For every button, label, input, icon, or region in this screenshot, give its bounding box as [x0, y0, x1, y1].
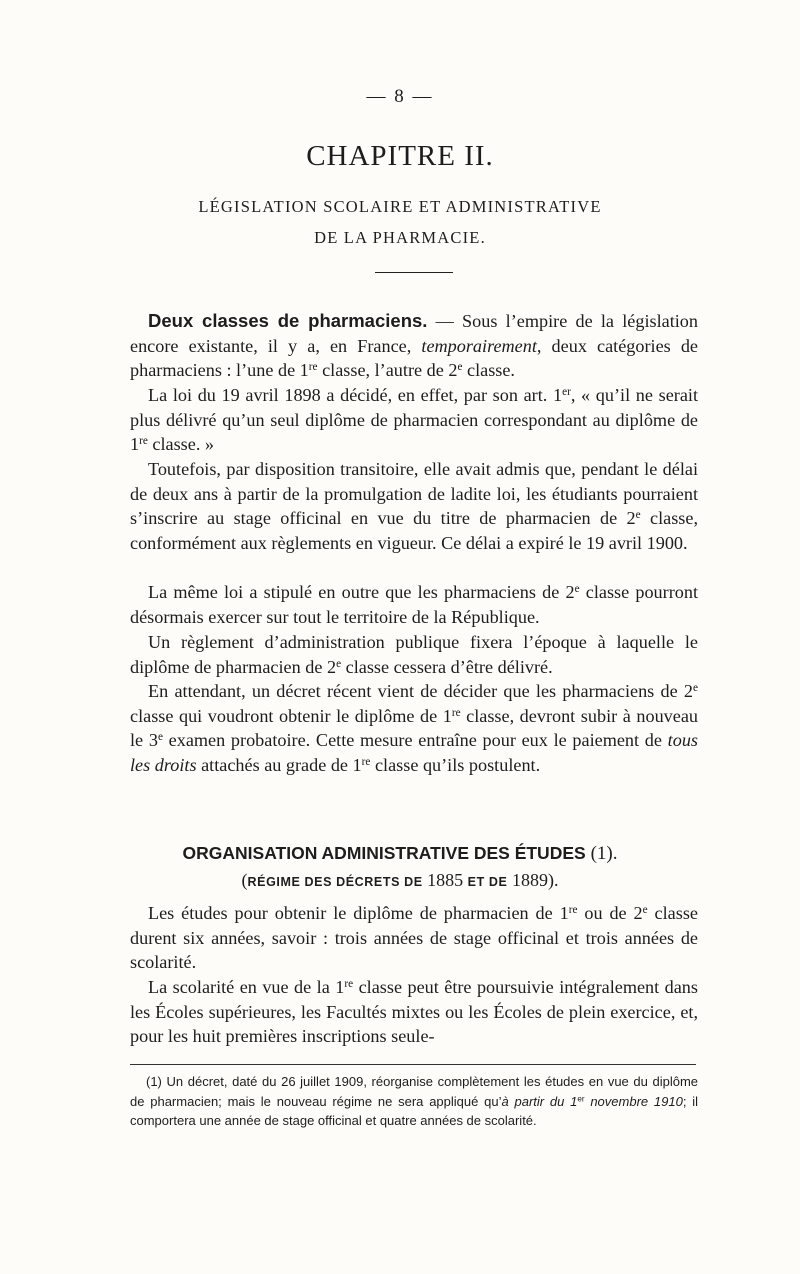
- superscript: re: [568, 903, 578, 916]
- paragraph-schooling: [130, 975, 698, 1049]
- emphasis: tous les droits: [130, 730, 698, 775]
- superscript: re: [308, 360, 318, 373]
- text-run: ; il comportera une année de stage officinal et quatre années de scolarité.: [130, 1093, 698, 1128]
- text-run: La loi du 19 avril 1898 a décidé, en effet, par son art. 1: [148, 385, 563, 405]
- paragraph-law-1898: [130, 383, 698, 457]
- page-number: — 8 —: [366, 86, 434, 107]
- text-run: (: [241, 870, 248, 890]
- text-run: classe durent six années, savoir : trois années de stage officinal et trois années de scolarité.: [130, 903, 698, 973]
- text-run: La même loi a stipulé en outre que les pharmaciens de 2: [148, 582, 575, 602]
- text-run: examen probatoire. Cette mesure entraîne pour eux le paiement de: [162, 730, 668, 751]
- footnote: [130, 1072, 698, 1131]
- superscript: e: [642, 903, 648, 916]
- chapter-subtitle: [0, 191, 800, 253]
- text-run: classe, l’autre de 2: [317, 360, 458, 381]
- section-heading-text: ORGANISATION ADMINISTRATIVE DES ÉTUDES: [182, 843, 586, 863]
- superscript: re: [344, 977, 354, 990]
- title-divider: [375, 272, 453, 273]
- chapter-title: CHAPITRE II.: [306, 140, 494, 172]
- paragraph-study-duration: [130, 901, 698, 975]
- superscript: re: [451, 706, 461, 719]
- emphasis: à partir du 1: [501, 1093, 578, 1109]
- paragraph-transitional: [130, 457, 698, 555]
- section-heading: [0, 843, 800, 865]
- year-text: 1889: [511, 870, 548, 890]
- text-run: La scolarité en vue de la 1: [148, 977, 345, 997]
- small-caps-text: ET DE: [467, 875, 508, 889]
- year-text: 1885: [427, 870, 464, 890]
- text-run: ).: [547, 870, 559, 890]
- superscript: er: [562, 385, 571, 398]
- paragraph-two-classes: [130, 309, 698, 383]
- text-run: classe.: [462, 360, 515, 381]
- text-run: Toutefois, par disposition transitoire, elle avait admis que, pendant le délai de deux ans à partir de la promulgation de ladite loi, les étudiants pourraient s’inscrire au stage officinal en vue du titre de pharmacien de 2: [130, 459, 698, 529]
- emphasis: temporairement: [421, 335, 537, 356]
- superscript: re: [139, 434, 148, 447]
- superscript: er: [577, 1094, 585, 1104]
- text-run: classe peut être poursuivie intégralement dans les Écoles supérieures, les Facultés mixtes ou les Écoles de plein exercice, et, pour les huit premières inscriptions seule-: [130, 977, 698, 1047]
- text-run: classe. »: [147, 434, 215, 455]
- paragraph-lead-heading: Deux classes de pharmaciens.: [148, 310, 428, 331]
- text-run: Les études pour obtenir le diplôme de pharmacien de 1: [148, 903, 569, 923]
- text-run: classe pourront désormais exercer sur tout le territoire de la République.: [130, 582, 699, 627]
- text-run: classe cessera d’être délivré.: [341, 656, 553, 677]
- superscript: e: [457, 360, 463, 373]
- superscript: e: [635, 508, 641, 521]
- text-run: (1) Un décret, daté du 26 juillet 1909, réorganise complètement les études en vue du diplôme de pharmacien; mais le nouveau régime ne sera appliqué qu’: [130, 1074, 698, 1109]
- superscript: e: [157, 730, 163, 743]
- small-caps-text: RÉGIME DES DÉCRETS DE: [247, 875, 423, 889]
- text-run: — Sous l’empire de la législation encore existante, il y a, en France,: [130, 311, 698, 356]
- chapter-subtitle-line-2: DE LA PHARMACIE.: [314, 228, 486, 247]
- superscript: e: [692, 681, 698, 694]
- paragraph-regulation: [130, 630, 698, 679]
- text-run: classe qu’ils postulent.: [370, 754, 541, 775]
- text-run: Un règlement d’administration publique fixera l’époque à laquelle le diplôme de pharmacien de 2: [130, 632, 698, 677]
- text-run: , deux catégories de pharmaciens : l’une de 1: [130, 335, 698, 381]
- paragraph-decree: [130, 679, 698, 777]
- superscript: re: [361, 755, 371, 768]
- superscript: e: [336, 657, 342, 670]
- text-run: En attendant, un décret récent vient de décider que les pharmaciens de 2: [148, 681, 693, 701]
- text-run: classe, conformément aux règlements en vigueur. Ce délai a expiré le 19 avril 1900.: [130, 508, 698, 553]
- emphasis: novembre 1910: [584, 1093, 683, 1109]
- text-run: attachés au grade de 1: [196, 754, 362, 775]
- paragraph-territory: [130, 580, 698, 629]
- text-run: classe qui voudront obtenir le diplôme de 1: [130, 705, 452, 726]
- footnote-divider: [130, 1064, 696, 1065]
- text-run: ou de 2: [577, 903, 643, 923]
- chapter-subtitle-line-1: LÉGISLATION SCOLAIRE ET ADMINISTRATIVE: [198, 197, 602, 216]
- section-subheading: [0, 870, 800, 891]
- text-run: , « qu’il ne serait plus délivré qu’un seul diplôme de pharmacien correspondant au diplôme de 1: [130, 385, 699, 455]
- superscript: e: [574, 582, 580, 595]
- text-run: classe, devront subir à nouveau le 3: [130, 705, 698, 751]
- footnote-reference: (1).: [590, 843, 618, 864]
